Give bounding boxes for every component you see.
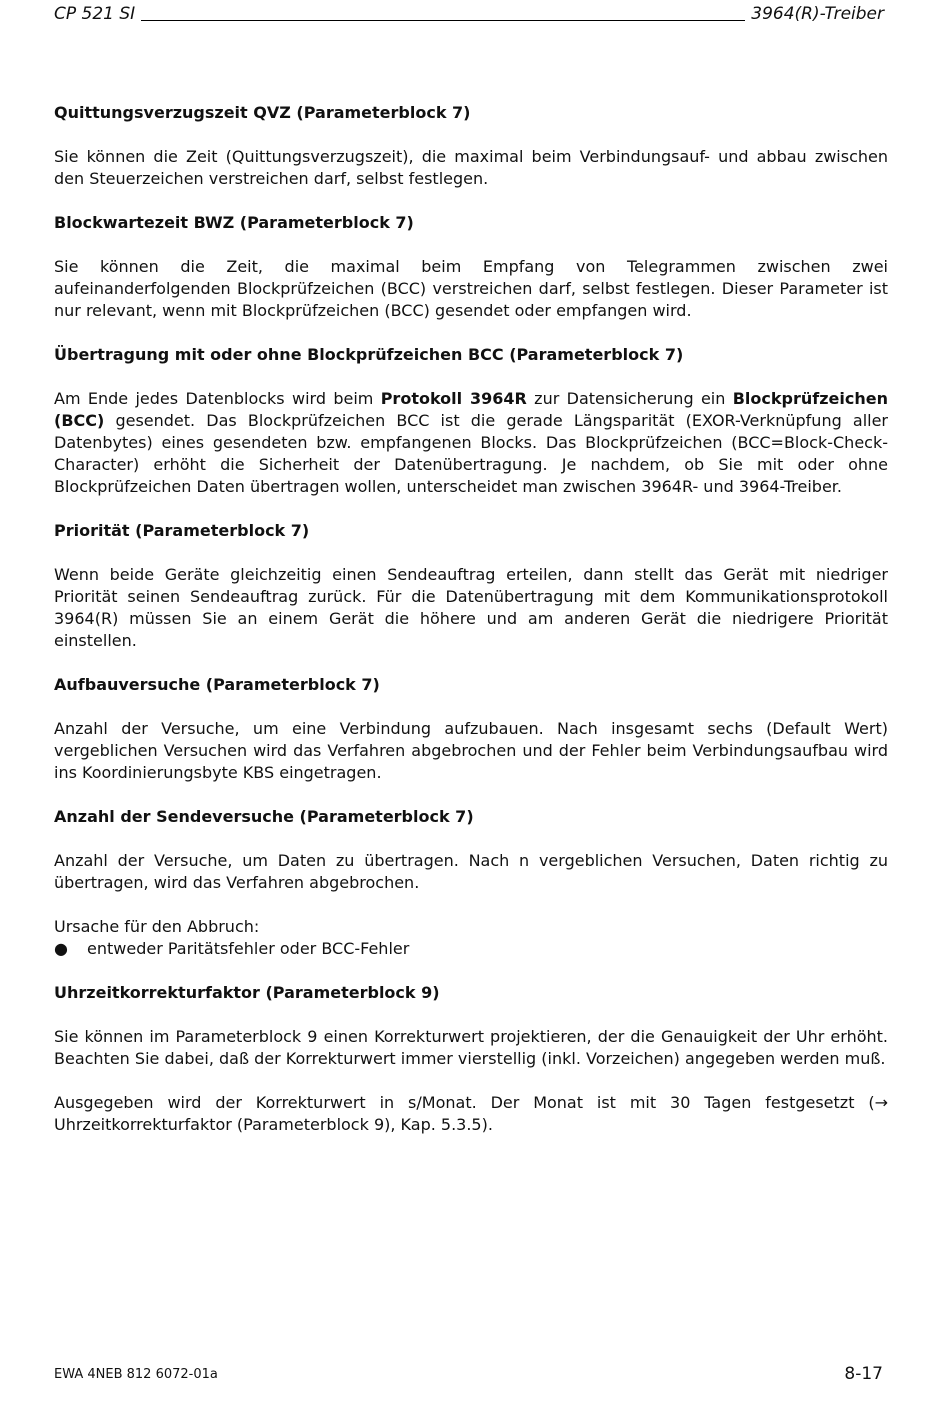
- section-text-bcc: [54, 388, 888, 498]
- bcc-bold-protocol: Protokoll 3964R: [380, 389, 527, 408]
- header-left: CP 521 SI: [54, 4, 136, 24]
- bcc-text-2: zur Datensicherung ein: [526, 389, 733, 408]
- footer-document-id: EWA 4NEB 812 6072-01a: [54, 1367, 218, 1382]
- section-heading-bwz: Blockwartezeit BWZ (Parameterblock 7): [54, 213, 414, 232]
- section-heading-clock-correction: Uhrzeitkorrekturfaktor (Parameterblock 9): [54, 983, 440, 1002]
- list-item-text: entweder Paritätsfehler oder BCC-Fehler: [87, 939, 410, 958]
- page-header: [54, 0, 884, 24]
- section-text-clock-correction-1: Sie können im Parameterblock 9 einen Korrekturwert projektieren, der die Genauigkeit der Uhr erhöht. Beachten Sie dabei, daß der Korrekturwert immer vierstellig (inkl. Vorzeichen) angegeben werden muß.: [54, 1027, 888, 1068]
- list-item: [54, 938, 888, 960]
- section-heading-connection-attempts: Aufbauversuche (Parameterblock 7): [54, 675, 380, 694]
- section-heading-send-attempts: Anzahl der Sendeversuche (Parameterblock 7): [54, 807, 474, 826]
- section-text-send-attempts: Anzahl der Versuche, um Daten zu übertragen. Nach n vergeblichen Versuchen, Daten richtig zu übertragen, wird das Verfahren abgebrochen.: [54, 851, 888, 892]
- bcc-text-1: Am Ende jedes Datenblocks wird beim: [54, 389, 381, 408]
- footer-page-number: 8-17: [844, 1364, 883, 1384]
- page-content: [54, 102, 888, 1158]
- header-rule: [141, 20, 745, 21]
- section-heading-bcc: Übertragung mit oder ohne Blockprüfzeichen BCC (Parameterblock 7): [54, 345, 684, 364]
- bcc-text-3: gesendet. Das Blockprüfzeichen BCC ist die gerade Längsparität (EXOR-Verknüpfung aller Datenbytes) eines gesendeten bzw. empfangenen Blocks. Das Blockprüfzeichen (BCC=Block-Check-Character) erhöht die Sicherheit der Datenübertragung. Je nachdem, ob Sie mit oder ohne Blockprüfzeichen Daten übertragen wollen, unterscheidet man zwischen 3964R- und 3964-Treiber.: [54, 411, 888, 496]
- section-text-clock-correction-2: Ausgegeben wird der Korrekturwert in s/Monat. Der Monat ist mit 30 Tagen festgesetzt (→ Uhrzeitkorrekturfaktor (Parameterblock 9), Kap. 5.3.5).: [54, 1093, 888, 1134]
- bullet-icon: ●: [54, 939, 68, 958]
- section-heading-priority: Priorität (Parameterblock 7): [54, 521, 310, 540]
- section-heading-qvz: Quittungsverzugszeit QVZ (Parameterblock 7): [54, 103, 471, 122]
- section-text-connection-attempts: Anzahl der Versuche, um eine Verbindung aufzubauen. Nach insgesamt sechs (Default Wert) vergeblichen Versuchen wird das Verfahren abgebrochen und der Fehler beim Verbindungsaufbau wird ins Koordinierungsbyte KBS eingetragen.: [54, 719, 888, 782]
- header-right: 3964(R)-Treiber: [751, 4, 884, 24]
- section-text-priority: Wenn beide Geräte gleichzeitig einen Sendeauftrag erteilen, dann stellt das Gerät mit niedriger Priorität seinen Sendeauftrag zurück. Für die Datenübertragung mit dem Kommunikationsprotokoll 3964(R) müssen Sie an einem Gerät die höhere und am anderen Gerät die niedrigere Priorität einstellen.: [54, 565, 888, 650]
- section-text-bwz: Sie können die Zeit, die maximal beim Empfang von Telegrammen zwischen zwei aufeinanderfolgenden Blockprüfzeichen (BCC) verstreichen darf, selbst festlegen. Dieser Parameter ist nur relevant, wenn mit Blockprüfzeichen (BCC) gesendet oder empfangen wird.: [54, 257, 888, 320]
- section-text-qvz: Sie können die Zeit (Quittungsverzugszeit), die maximal beim Verbindungsauf- und abbau zwischen den Steuerzeichen verstreichen darf, selbst festlegen.: [54, 147, 888, 188]
- bcc-bold-checksum: Blockprüfzeichen (BCC): [54, 389, 888, 430]
- abort-cause-label: Ursache für den Abbruch:: [54, 917, 260, 936]
